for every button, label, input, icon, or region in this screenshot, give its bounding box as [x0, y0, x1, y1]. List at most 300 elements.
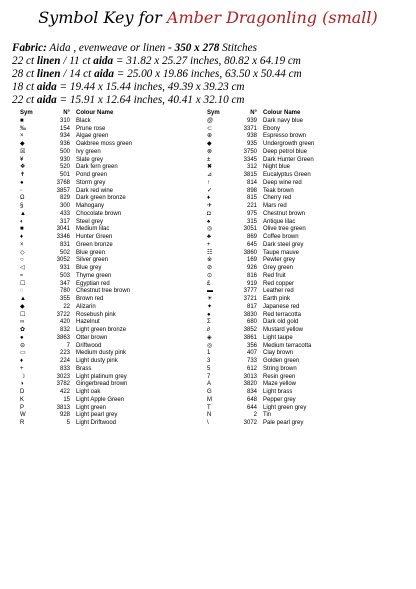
size-line: 28 ct linen / 14 ct aida = 25.00 x 19.86 inches, 63.50 x 50.44 cm: [12, 68, 302, 80]
symbol-cell: ✖: [207, 164, 213, 171]
colour-name-cell: Light taupe: [263, 334, 293, 341]
symbol-cell: ☒: [20, 148, 26, 155]
floss-number-cell: 500: [59, 148, 70, 155]
colour-name-cell: Medium terracotta: [263, 342, 312, 349]
floss-number-cell: 356: [246, 342, 257, 349]
floss-number-cell: 15: [63, 396, 70, 403]
floss-number-cell: 3813: [56, 404, 70, 411]
table-row: [207, 420, 387, 428]
symbol-cell: ⊗: [207, 148, 213, 155]
symbol-cell: ◆: [207, 141, 212, 147]
floss-number-cell: 815: [246, 195, 257, 202]
floss-number-cell: 355: [59, 296, 70, 302]
symbol-cell: ▬: [207, 288, 213, 295]
colour-name-cell: Taupe mauve: [263, 249, 300, 256]
floss-number-cell: 919: [246, 280, 257, 287]
floss-number-cell: 975: [246, 210, 257, 217]
table-row: [20, 234, 200, 242]
colour-name-cell: Pond green: [76, 172, 108, 178]
floss-number-cell: 3346: [56, 234, 70, 240]
symbol-cell: ※: [207, 257, 213, 264]
symbol-cell: ◑: [20, 381, 24, 388]
table-row: [207, 343, 387, 351]
colour-name-cell: Ebony: [263, 125, 281, 132]
floss-number-cell: 3852: [243, 327, 257, 333]
colour-name-cell: Japanese red: [263, 303, 300, 310]
colour-name-cell: Pewter grey: [263, 257, 296, 264]
symbol-cell: ◦: [20, 187, 23, 194]
symbol-cell: ∂: [207, 327, 210, 333]
table-row: [207, 234, 387, 242]
table-row: [20, 374, 200, 382]
table-row: [20, 242, 200, 250]
colour-name-cell: Light green bronze: [76, 327, 127, 333]
table-row: [207, 118, 387, 126]
symbol-cell: ◌: [20, 288, 24, 295]
symbol-cell: £: [207, 280, 211, 287]
symbol-cell: ‰: [20, 125, 26, 132]
floss-number-cell: 347: [59, 280, 70, 287]
table-row: [20, 157, 200, 165]
symbol-cell: ▲: [20, 210, 26, 217]
table-row: [207, 366, 387, 374]
symbol-cell: ▭: [20, 350, 26, 357]
table-row: [20, 397, 200, 405]
symbol-table-left: [20, 110, 200, 428]
floss-number-cell: 3777: [243, 288, 257, 295]
floss-number-cell: 3371: [243, 125, 257, 132]
symbol-cell: ◆: [20, 303, 25, 310]
floss-number-cell: 503: [59, 272, 70, 279]
symbol-cell: ⊖: [20, 342, 26, 349]
symbol-cell: ◎: [207, 226, 213, 233]
colour-name-cell: Grey green: [263, 265, 294, 271]
colour-name-cell: Antique lilac: [263, 218, 296, 225]
floss-number-cell: 3768: [56, 179, 70, 186]
floss-number-cell: 817: [246, 303, 257, 310]
floss-number-cell: 939: [246, 117, 257, 124]
colour-name-cell: Clay brown: [263, 350, 294, 357]
table-row: [207, 203, 387, 211]
table-row: [207, 149, 387, 157]
floss-number-cell: 3013: [243, 373, 257, 380]
floss-number-cell: 648: [246, 396, 257, 403]
colour-name-cell: Ivy green: [76, 148, 101, 155]
table-row: [20, 180, 200, 188]
symbol-cell: ☽: [20, 373, 26, 380]
symbol-cell: ●: [20, 179, 24, 186]
table-row: [207, 358, 387, 366]
colour-name-cell: Blue green: [76, 249, 106, 256]
symbol-cell: ◆: [20, 141, 25, 147]
floss-number-cell: 3722: [56, 311, 70, 318]
table-row: [207, 242, 387, 250]
colour-name-cell: Earth pink: [263, 296, 291, 302]
symbol-cell: ☀: [207, 296, 213, 302]
colour-name-cell: Oakbree moss green: [76, 141, 133, 147]
floss-number-cell: 733: [246, 358, 257, 364]
table-row: [207, 350, 387, 358]
floss-number-cell: 816: [246, 272, 257, 279]
symbol-cell: ¥: [20, 156, 24, 163]
table-row: [20, 420, 200, 428]
table-row: [20, 312, 200, 320]
table-row: [207, 226, 387, 234]
colour-name-cell: Alizarin: [76, 303, 96, 310]
table-row: [207, 374, 387, 382]
colour-name-cell: String brown: [263, 365, 297, 372]
colour-name-cell: Medium dusty pink: [76, 350, 127, 357]
colour-name-cell: Driftwood: [76, 342, 102, 349]
symbol-cell: ♦: [20, 358, 24, 364]
table-row: [20, 219, 200, 227]
table-row: [20, 133, 200, 141]
colour-name-cell: Mars red: [263, 203, 287, 209]
floss-number-cell: 930: [59, 156, 70, 163]
floss-number-cell: 420: [59, 319, 70, 326]
floss-number-cell: 780: [59, 288, 70, 295]
floss-number-cell: 935: [246, 141, 257, 147]
symbol-cell: ▲: [20, 296, 26, 302]
symbol-cell: ◎: [207, 342, 213, 349]
symbol-table-right: [207, 110, 387, 428]
table-row: [20, 389, 200, 397]
colour-name-cell: Coffee brown: [263, 234, 299, 240]
floss-number-cell: 300: [59, 203, 70, 209]
colour-name-cell: Green bronze: [76, 241, 113, 248]
floss-number-cell: 520: [59, 164, 70, 171]
colour-name-cell: Teak brown: [263, 187, 294, 194]
symbol-cell: ●: [20, 334, 24, 341]
colour-name-cell: Red terracotta: [263, 311, 302, 318]
size-line: 18 ct aida = 19.44 x 15.44 inches, 49.39 x 39.23 cm: [12, 81, 245, 93]
colour-name-cell: Deep wine red: [263, 179, 302, 186]
table-row: [207, 312, 387, 320]
floss-number-cell: 814: [246, 179, 257, 186]
floss-number-cell: 3345: [243, 156, 257, 163]
symbol-cell: 5: [207, 365, 211, 372]
table-row: [207, 296, 387, 304]
colour-name-cell: Light dusty pink: [76, 358, 118, 364]
colour-name-cell: Deep petrol blue: [263, 148, 308, 155]
colour-name-cell: Otter brown: [76, 334, 108, 341]
floss-number-cell: 829: [59, 195, 70, 202]
symbol-cell: ☐: [20, 280, 26, 287]
symbol-cell: ⊂: [207, 125, 213, 132]
symbol-cell: ↑: [207, 179, 210, 186]
floss-number-cell: 407: [246, 350, 257, 357]
floss-number-cell: 3721: [243, 296, 257, 302]
table-row: [207, 281, 387, 289]
floss-number-cell: 680: [246, 319, 257, 326]
table-row: [207, 133, 387, 141]
colour-name-cell: Black: [76, 117, 91, 124]
symbol-cell: G: [207, 389, 212, 395]
symbol-cell: ⊿: [207, 172, 213, 178]
floss-number-cell: 898: [246, 187, 257, 194]
symbol-cell: ◁: [20, 265, 25, 271]
table-row: [20, 172, 200, 180]
floss-number-cell: 224: [59, 358, 70, 364]
colour-name-cell: Pepper grey: [263, 396, 296, 403]
symbol-cell: ✈: [207, 203, 213, 209]
table-row: [207, 157, 387, 165]
floss-number-cell: 2: [253, 412, 257, 419]
floss-number-cell: 502: [59, 249, 70, 256]
table-row: [207, 288, 387, 296]
floss-number-cell: 501: [59, 172, 70, 178]
colour-name-cell: Brown red: [76, 296, 104, 302]
colour-name-cell: Storm grey: [76, 179, 106, 186]
floss-number-cell: 223: [59, 350, 70, 357]
symbol-cell: ■: [20, 226, 24, 233]
floss-number-cell: 3857: [56, 187, 70, 194]
colour-name-cell: Dark Hunter Green: [263, 156, 314, 163]
colour-name-cell: Golden green: [263, 358, 300, 364]
colour-name-cell: Pale pearl grey: [263, 420, 304, 426]
floss-number-cell: 221: [246, 203, 257, 209]
symbol-cell: ☐: [20, 311, 26, 318]
floss-number-cell: 831: [59, 241, 70, 248]
table-row: [20, 412, 200, 420]
table-row: [20, 288, 200, 296]
table-row: [20, 195, 200, 203]
table-header: Sym N° Colour Name: [20, 110, 114, 116]
symbol-cell: W: [20, 412, 26, 419]
table-row: [20, 149, 200, 157]
symbol-cell: ◈: [207, 334, 212, 341]
symbol-cell: R: [20, 420, 25, 426]
symbol-cell: ●: [207, 311, 211, 318]
floss-number-cell: 3023: [56, 373, 70, 380]
table-row: [207, 126, 387, 134]
floss-number-cell: 22: [63, 303, 70, 310]
floss-number-cell: 833: [59, 365, 70, 372]
table-row: [20, 211, 200, 219]
table-row: [20, 335, 200, 343]
floss-number-cell: 154: [59, 125, 70, 132]
colour-name-cell: Light green grey: [263, 404, 307, 411]
colour-name-cell: Light Driftwood: [76, 420, 117, 426]
colour-name-cell: Dark old gold: [263, 319, 299, 326]
colour-name-cell: Red fruit: [263, 272, 286, 279]
floss-number-cell: 834: [246, 389, 257, 395]
colour-name-cell: Slate grey: [76, 156, 104, 163]
colour-name-cell: Mustard yellow: [263, 327, 304, 333]
floss-number-cell: 3782: [56, 381, 70, 388]
table-row: [207, 219, 387, 227]
symbol-cell: ✝: [20, 172, 26, 178]
colour-name-cell: Red copper: [263, 280, 295, 287]
symbol-cell: ✦: [207, 303, 213, 310]
table-row: [207, 265, 387, 273]
floss-number-cell: 3861: [243, 334, 257, 341]
colour-name-cell: Light brass: [263, 389, 293, 395]
floss-number-cell: 3820: [243, 381, 257, 388]
colour-name-cell: Prune rose: [76, 125, 106, 132]
symbol-cell: ✓: [207, 187, 213, 194]
colour-name-cell: Night blue: [263, 164, 291, 171]
colour-name-cell: Dark navy blue: [263, 117, 304, 124]
symbol-cell: ±: [207, 156, 211, 163]
colour-name-cell: Dark steel grey: [263, 241, 304, 248]
table-row: [20, 296, 200, 304]
symbol-cell: ◇: [20, 249, 25, 256]
symbol-cell: ✿: [20, 327, 26, 333]
colour-name-cell: Light platinum grey: [76, 373, 127, 380]
floss-number-cell: 3750: [243, 148, 257, 155]
colour-name-cell: Cherry red: [263, 195, 292, 202]
symbol-cell: ≈: [20, 272, 24, 279]
symbol-cell: 1: [207, 350, 211, 357]
symbol-cell: 7: [207, 373, 211, 380]
floss-number-cell: 3863: [56, 334, 70, 341]
table-row: [20, 366, 200, 374]
floss-number-cell: 312: [246, 164, 257, 171]
symbol-cell: ⊘: [207, 265, 213, 271]
colour-name-cell: Steel grey: [76, 218, 104, 225]
table-row: [20, 203, 200, 211]
table-row: [20, 381, 200, 389]
symbol-cell: Ω: [20, 195, 25, 202]
colour-name-cell: Light Apple Green: [76, 396, 125, 403]
symbol-cell: P: [20, 404, 25, 411]
colour-name-cell: Light oak: [76, 389, 101, 395]
colour-name-cell: Espresso brown: [263, 133, 307, 140]
symbol-cell: ⊙: [207, 272, 213, 279]
symbol-cell: N: [207, 412, 212, 419]
table-row: [207, 381, 387, 389]
floss-number-cell: 644: [246, 404, 257, 411]
floss-number-cell: 3830: [243, 311, 257, 318]
table-row: [20, 358, 200, 366]
colour-name-cell: Brass: [76, 365, 92, 372]
symbol-cell: ☷: [207, 249, 213, 256]
size-line: 22 ct linen / 11 ct aida = 31.82 x 25.27 inches, 80.82 x 64.19 cm: [12, 55, 301, 67]
symbol-cell: Σ: [207, 319, 211, 326]
pattern-name: Amber Dragonling (small): [166, 8, 378, 27]
page-title: [0, 8, 416, 27]
floss-number-cell: 317: [59, 218, 70, 225]
table-row: [207, 211, 387, 219]
colour-name-cell: Hunter Green: [76, 234, 113, 240]
symbol-cell: ○: [20, 257, 24, 264]
colour-name-cell: Maze yellow: [263, 381, 297, 388]
table-row: [20, 188, 200, 196]
symbol-cell: ♠: [207, 218, 211, 225]
table-row: [20, 304, 200, 312]
symbol-cell: ◐: [20, 218, 24, 225]
floss-number-cell: 7: [66, 342, 70, 349]
floss-number-cell: 934: [59, 133, 70, 140]
colour-name-cell: Chestnut brown: [263, 210, 306, 217]
colour-name-cell: Blue grey: [76, 265, 102, 271]
colour-name-cell: Gingerbread brown: [76, 381, 128, 388]
symbol-cell: ❖: [20, 164, 26, 171]
colour-name-cell: Medium lilac: [76, 226, 110, 233]
table-row: [207, 327, 387, 335]
floss-number-cell: 5: [66, 420, 70, 426]
floss-number-cell: 3072: [243, 420, 257, 426]
symbol-cell: +: [207, 241, 211, 248]
table-row: [20, 319, 200, 327]
title-prefix: Symbol Key for: [38, 8, 162, 27]
table-row: [20, 257, 200, 265]
colour-name-cell: Tin: [263, 412, 272, 419]
table-row: [20, 405, 200, 413]
floss-number-cell: 3051: [243, 226, 257, 233]
table-row: [207, 335, 387, 343]
colour-name-cell: Dark red wine: [76, 187, 114, 194]
table-row: [20, 250, 200, 258]
symbol-cell: @: [207, 117, 214, 124]
table-row: [20, 118, 200, 126]
table-row: [207, 405, 387, 413]
table-row: [207, 389, 387, 397]
colour-name-cell: Egyptian red: [76, 280, 110, 287]
symbol-cell: ◘: [207, 210, 211, 217]
floss-number-cell: 936: [59, 141, 70, 147]
table-row: [20, 327, 200, 335]
fabric-line: Fabric: Aida , evenweave or linen - 350 x 278 Stitches: [12, 42, 257, 54]
floss-number-cell: 931: [59, 265, 70, 271]
symbol-cell: ×: [20, 241, 24, 248]
colour-name-cell: Algae green: [76, 133, 109, 140]
colour-name-cell: Chocolate brown: [76, 210, 122, 217]
symbol-cell: \: [207, 420, 209, 426]
floss-number-cell: 928: [59, 412, 70, 419]
table-row: [207, 257, 387, 265]
symbol-cell: T: [207, 404, 211, 411]
colour-name-cell: Chestnut tree brown: [76, 288, 131, 295]
floss-number-cell: 926: [246, 265, 257, 271]
symbol-cell: K: [20, 396, 25, 403]
symbol-cell: +: [20, 365, 24, 372]
floss-number-cell: 869: [246, 234, 257, 240]
table-row: [207, 273, 387, 281]
table-row: [207, 188, 387, 196]
floss-number-cell: 433: [59, 210, 70, 217]
table-row: [207, 195, 387, 203]
colour-name-cell: Olive tree green: [263, 226, 306, 233]
symbol-cell: ♦: [20, 234, 24, 240]
floss-number-cell: 3860: [243, 249, 257, 256]
symbol-cell: ×: [20, 133, 24, 140]
table-row: [20, 226, 200, 234]
symbol-cell: M: [207, 396, 212, 403]
table-row: [207, 172, 387, 180]
table-row: [207, 319, 387, 327]
colour-name-cell: Dark fern green: [76, 164, 118, 171]
size-line: 22 ct aida = 15.91 x 12.64 inches, 40.41 x 32.10 cm: [12, 94, 245, 106]
colour-name-cell: Resin green: [263, 373, 296, 380]
floss-number-cell: 169: [246, 257, 257, 264]
table-row: [207, 397, 387, 405]
table-row: [20, 281, 200, 289]
colour-name-cell: Light green: [76, 404, 107, 411]
table-row: [20, 273, 200, 281]
table-row: [207, 412, 387, 420]
colour-name-cell: Thyme green: [76, 272, 112, 279]
floss-number-cell: 832: [59, 327, 70, 333]
floss-number-cell: 612: [246, 365, 257, 372]
table-row: [207, 250, 387, 258]
floss-number-cell: 938: [246, 133, 257, 140]
table-row: [20, 164, 200, 172]
symbol-cell: §: [20, 203, 24, 209]
symbol-cell: ∞: [20, 319, 25, 326]
colour-name-cell: Mahogany: [76, 203, 105, 209]
